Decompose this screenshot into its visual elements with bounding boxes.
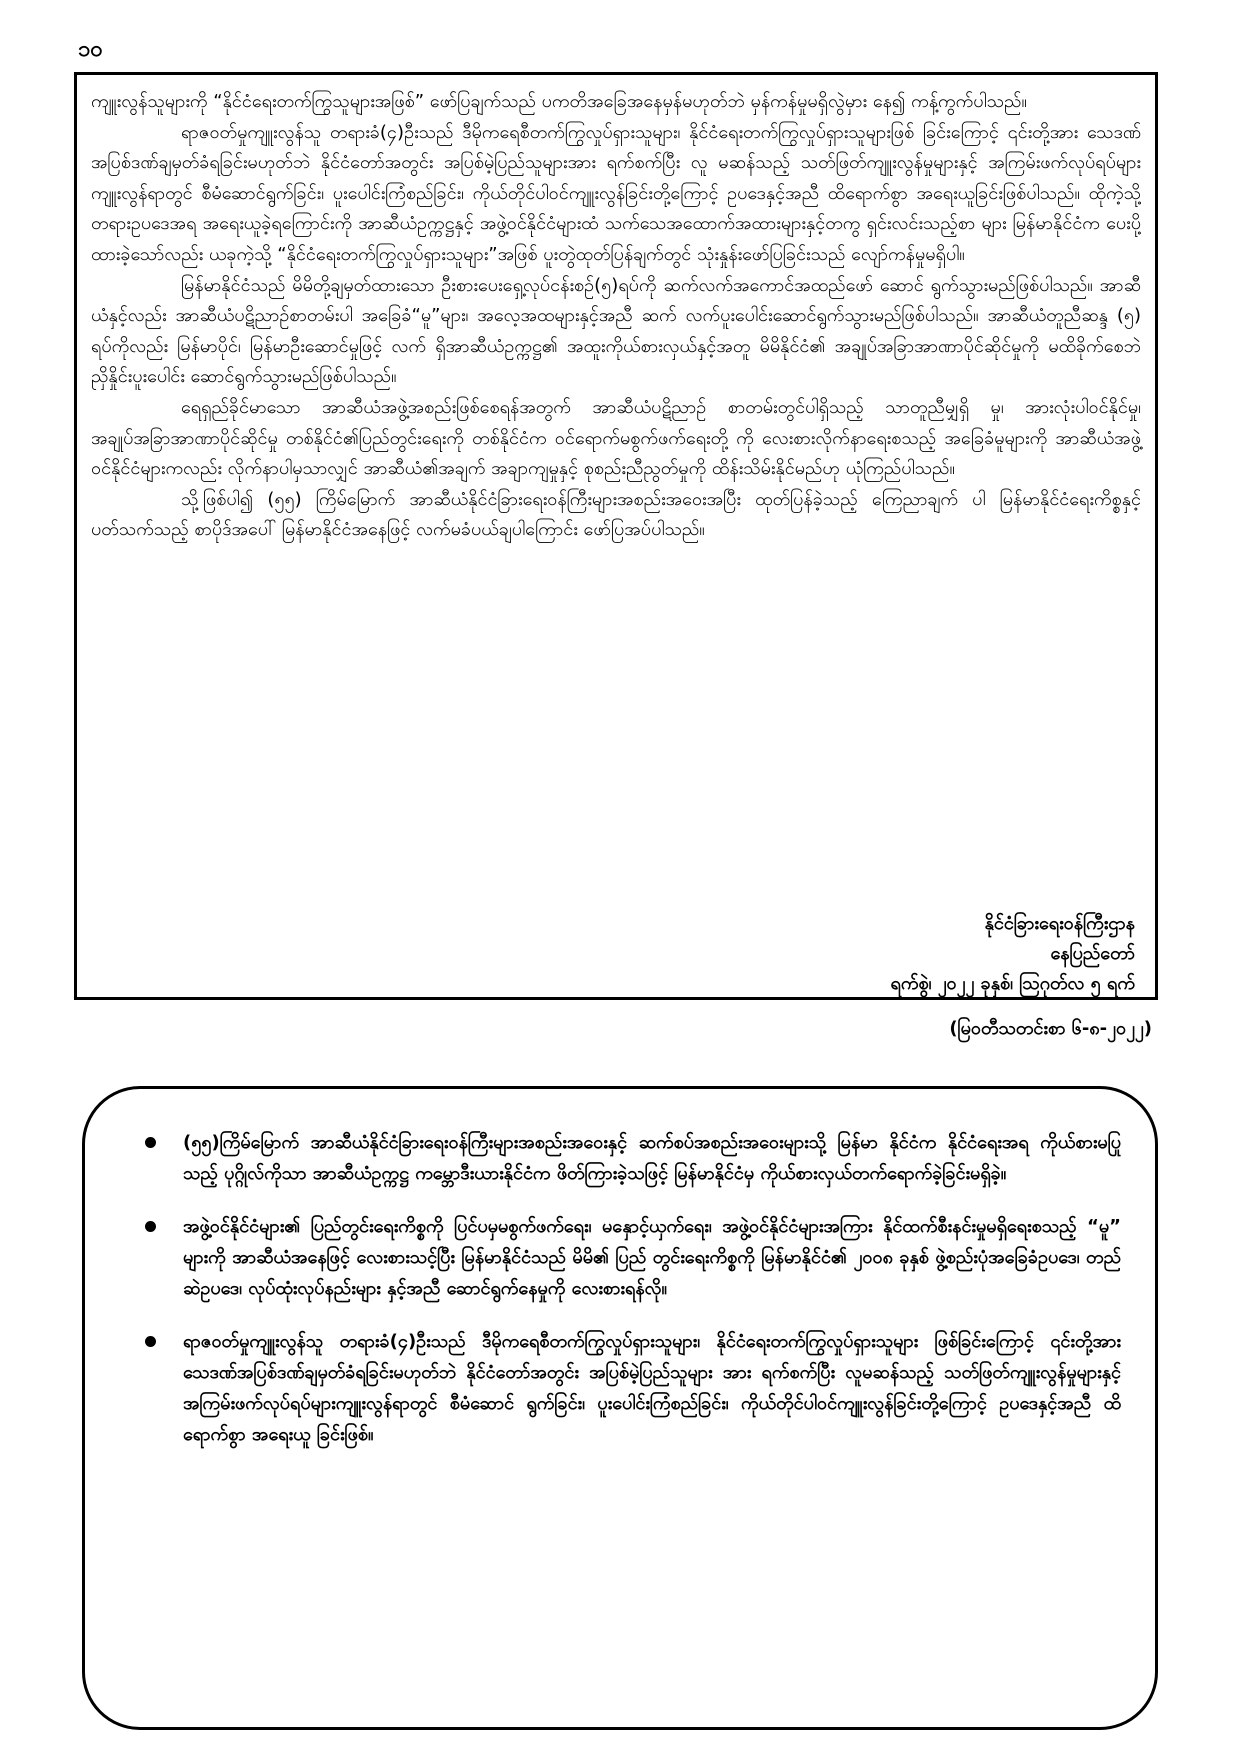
- page-number: ၁၀: [78, 37, 103, 62]
- statement-paragraph: မြန်မာနိုင်ငံသည် မိမိတို့ချမှတ်ထားသော ဦးစားပေးရှေ့လုပ်ငန်းစဉ်(၅)ရပ်ကို ဆက်လက်အကောင်အထည်ဖော် ဆောင် ရွက်သွားမည်ဖြစ်ပါသည်။ အာဆီယံနှင့်လည်း အာဆီယံပဋိညာဉ်စာတမ်းပါ အခြေခံ“မူ”များ၊ အလေ့အထများနှင့်အညီ ဆက် လက်ပူးပေါင်းဆောင်ရွက်သွားမည်ဖြစ်ပါသည်။ အာဆီယံတူညီဆန္ဒ (၅) ရပ်ကိုလည်း မြန်မာပိုင်၊ မြန်မာဦးဆောင်မှုဖြင့် လက် ရှိအာဆီယံဥက္ကဋ္ဌ၏ အထူးကိုယ်စားလှယ်နှင့်အတူ မိမိနိုင်ငံ၏ အချုပ်အခြာအာဏာပိုင်ဆိုင်မှုကို မထိခိုက်စေဘဲ ညှိနှိုင်းပူးပေါင်း ဆောင်ရွက်သွားမည်ဖြစ်ပါသည်။: [91, 274, 1141, 388]
- summary-item: [145, 1326, 1121, 1450]
- signature-date: ရက်စွဲ၊ ၂၀၂၂ ခုနှစ်၊ ဩဂုတ်လ ၅ ရက်: [890, 973, 1135, 994]
- summary-item: [145, 1127, 1121, 1189]
- source-citation: (မြဝတီသတင်းစာ ၆-၈-၂၀၂၂): [949, 1018, 1152, 1039]
- statement-paragraph: ရာဇဝတ်မှုကျူးလွန်သူ တရားခံ(၄)ဦးသည် ဒီမိုကရေစီတက်ကြွလှုပ်ရှားသူများ၊ နိုင်ငံရေးတက်ကြွလှုပ်ရှားသူများဖြစ် ခြင်းကြောင့် ၎င်းတို့အား သေဒဏ်အပြစ်ဒဏ်ချမှတ်ခံရခြင်းမဟုတ်ဘဲ နိုင်ငံတော်အတွင်း အပြစ်မဲ့ပြည်သူများအား ရက်စက်ပြီး လူ မဆန်သည့် သတ်ဖြတ်ကျူးလွန်မှုများနှင့် အကြမ်းဖက်လုပ်ရပ်များကျူးလွန်ရာတွင် စီမံဆောင်ရွက်ခြင်း၊ ပူးပေါင်းကြံစည်ခြင်း၊ ကိုယ်တိုင်ပါဝင်ကျူးလွန်ခြင်းတို့ကြောင့် ဥပဒေနှင့်အညီ ထိရောက်စွာ အရေးယူခြင်းဖြစ်ပါသည်။ ထိုကဲ့သို့ တရားဥပဒေအရ အရေးယူခဲ့ရကြောင်းကို အာဆီယံဥက္ကဋ္ဌနှင့် အဖွဲ့ဝင်နိုင်ငံများထံ သက်သေအထောက်အထားများနှင့်တကွ ရှင်းလင်းသည့်စာ များ မြန်မာနိုင်ငံက ပေးပို့ထားခဲ့သော်လည်း ယခုကဲ့သို့ “နိုင်ငံရေးတက်ကြွလှုပ်ရှားသူများ”အဖြစ် ပူးတွဲထုတ်ပြန်ချက်တွင် သုံးနှုန်းဖော်ပြခြင်းသည် လျော်ကန်မှုမရှိပါ။: [91, 121, 1141, 265]
- signature-city: နေပြည်တော်: [1050, 943, 1135, 964]
- summary-box: [82, 1086, 1158, 1730]
- summary-item-text: ရာဇဝတ်မှုကျူးလွန်သူ တရားခံ(၄)ဦးသည် ဒီမိုကရေစီတက်ကြွလှုပ်ရှားသူများ၊ နိုင်ငံရေးတက်ကြွလှုပ်ရှားသူများ ဖြစ်ခြင်းကြောင့် ၎င်းတို့အား သေဒဏ်အပြစ်ဒဏ်ချမှတ်ခံရခြင်းမဟုတ်ဘဲ နိုင်ငံတော်အတွင်း အပြစ်မဲ့ပြည်သူများ အား ရက်စက်ပြီး လူမဆန်သည့် သတ်ဖြတ်ကျူးလွန်မှုများနှင့် အကြမ်းဖက်လုပ်ရပ်များကျူးလွန်ရာတွင် စီမံဆောင် ရွက်ခြင်း၊ ပူးပေါင်းကြံစည်ခြင်း၊ ကိုယ်တိုင်ပါဝင်ကျူးလွန်ခြင်းတို့ကြောင့် ဥပဒေနှင့်အညီ ထိရောက်စွာ အရေးယူ ခြင်းဖြစ်။: [183, 1331, 1121, 1445]
- summary-item-text: အဖွဲ့ဝင်နိုင်ငံများ၏ ပြည်တွင်းရေးကိစ္စကို ပြင်ပမှမစွက်ဖက်ရေး၊ မနှောင့်ယှက်ရေး၊ အဖွဲ့ဝင်နိုင်ငံများအကြား နိုင်ထက်စီးနင်းမှုမရှိရေးစသည့် “မူ” များကို အာဆီယံအနေဖြင့် လေးစားသင့်ပြီး မြန်မာနိုင်ငံသည် မိမိ၏ ပြည် တွင်းရေးကိစ္စကို မြန်မာနိုင်ငံ၏ ၂၀၀၈ ခုနှစ် ဖွဲ့စည်းပုံအခြေခံဥပဒေ၊ တည်ဆဲဥပဒေ၊ လုပ်ထုံးလုပ်နည်းများ နှင့်အညီ ဆောင်ရွက်နေမှုကို လေးစားရန်လို။: [183, 1216, 1121, 1299]
- signature-block: [891, 909, 1136, 999]
- statement-paragraph: ရေရှည်ခိုင်မာသော အာဆီယံအဖွဲ့အစည်းဖြစ်စေရန်အတွက် အာဆီယံပဋိညာဉ် စာတမ်းတွင်ပါရှိသည့် သာတူညီမျှရှိ မှု၊ အားလုံးပါဝင်နိုင်မှု၊ အချုပ်အခြာအာဏာပိုင်ဆိုင်မှု တစ်နိုင်ငံ၏ပြည်တွင်းရေးကို တစ်နိုင်ငံက ဝင်ရောက်မစွက်ဖက်ရေးတို့ ကို လေးစားလိုက်နာရေးစသည့် အခြေခံမူများကို အာဆီယံအဖွဲ့ဝင်နိုင်ငံများကလည်း လိုက်နာပါမှသာလျှင် အာဆီယံ၏အချက် အချာကျမှုနှင့် စုစည်းညီညွတ်မှုကို ထိန်းသိမ်းနိုင်မည်ဟု ယုံကြည်ပါသည်။: [91, 396, 1141, 480]
- bullet-icon: [145, 1221, 156, 1232]
- statement-box: [74, 72, 1158, 1000]
- bullet-icon: [145, 1336, 156, 1347]
- statement-paragraph: သို့ဖြစ်ပါ၍ (၅၅) ကြိမ်မြောက် အာဆီယံနိုင်ငံခြားရေးဝန်ကြီးများအစည်းအဝေးအပြီး ထုတ်ပြန်ခဲ့သည့် ကြေညာချက် ပါ မြန်မာနိုင်ငံရေးကိစ္စနှင့်ပတ်သက်သည့် စာပိုဒ်အပေါ် မြန်မာနိုင်ငံအနေဖြင့် လက်မခံပယ်ချပါကြောင်း ဖော်ပြအပ်ပါသည်။: [91, 488, 1141, 541]
- statement-paragraph: ကျူးလွန်သူများကို “နိုင်ငံရေးတက်ကြွသူများအဖြစ်” ဖော်ပြချက်သည် ပကတိအခြေအနေမှန်မဟုတ်ဘဲ မှန်ကန်မှုမရှိလွဲမှား နေ၍ ကန့်ကွက်ပါသည်။: [91, 91, 1027, 112]
- signature-ministry: နိုင်ငံခြားရေးဝန်ကြီးဌာန: [984, 913, 1135, 934]
- summary-list: [145, 1127, 1121, 1450]
- summary-item: [145, 1211, 1121, 1304]
- summary-item-text: (၅၅)ကြိမ်မြောက် အာဆီယံနိုင်ငံခြားရေးဝန်ကြီးများအစည်းအဝေးနှင့် ဆက်စပ်အစည်းအဝေးများသို့ မြန်မာ နိုင်ငံက နိုင်ငံရေးအရ ကိုယ်စားမပြုသည့် ပုဂ္ဂိုလ်ကိုသာ အာဆီယံဥက္ကဋ္ဌ ကမ္ဘောဒီးယားနိုင်ငံက ဖိတ်ကြားခဲ့သဖြင့် မြန်မာနိုင်ငံမှ ကိုယ်စားလှယ်တက်ရောက်ခဲ့ခြင်းမရှိခဲ့။: [183, 1132, 1121, 1184]
- bullet-icon: [145, 1137, 156, 1148]
